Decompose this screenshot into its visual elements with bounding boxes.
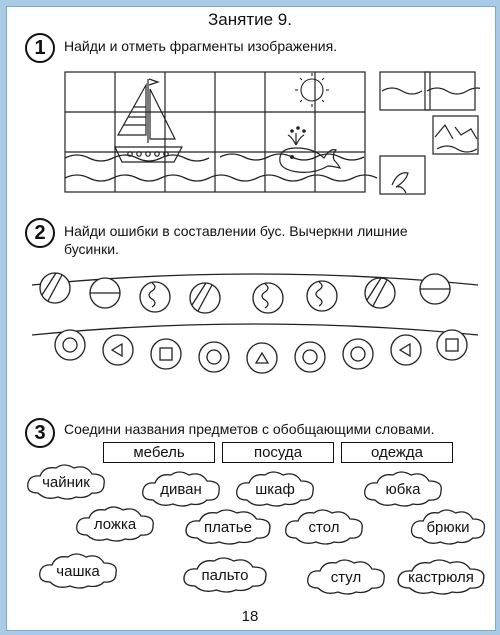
word-cloud — [182, 508, 274, 546]
word-label: пальто — [201, 566, 249, 584]
task-2-text-line2: бусинки. — [64, 241, 119, 257]
word-cloud — [36, 552, 120, 590]
word-cloud — [180, 556, 270, 594]
word-label: стул — [330, 568, 362, 586]
page-title: Занятие 9. — [208, 10, 292, 29]
task-1-text: Найди и отметь фрагменты изображения. — [64, 38, 338, 54]
task-3-number: 3 — [25, 418, 55, 448]
word-label: платье — [204, 518, 252, 536]
task-2-text-line1: Найди ошибки в составлении бус. Вычеркни лишние — [64, 223, 408, 239]
word-label: шкаф — [255, 480, 295, 498]
task-2-beads — [30, 265, 480, 395]
word-label: ложка — [93, 515, 137, 533]
word-cloud — [282, 508, 366, 546]
bead-row-1 — [40, 273, 450, 313]
task-3-text: Соедини названия предметов с обобщающими словами. — [64, 421, 435, 437]
word-cloud — [72, 505, 158, 543]
category-box-clothes: одежда — [341, 442, 453, 463]
task-2-number: 2 — [25, 218, 55, 248]
page-number: 18 — [241, 608, 259, 625]
word-cloud — [232, 470, 318, 508]
word-cloud — [408, 508, 488, 546]
word-cloud — [138, 470, 224, 508]
word-label: брюки — [426, 518, 470, 536]
category-box-dishes: посуда — [222, 442, 334, 463]
word-cloud — [304, 558, 388, 596]
word-label: чашка — [56, 562, 100, 580]
word-cloud — [360, 470, 446, 508]
bead-row-2 — [55, 330, 467, 373]
word-cloud — [394, 558, 488, 596]
word-cloud — [24, 463, 108, 501]
word-label: чайник — [42, 473, 90, 491]
task-1-picture — [60, 65, 480, 200]
word-label: юбка — [385, 480, 421, 498]
category-box-furniture: мебель — [103, 442, 215, 463]
word-label: диван — [160, 480, 202, 498]
word-label: кастрюля — [408, 568, 474, 586]
word-label: стол — [308, 518, 340, 536]
task-1-number: 1 — [25, 33, 55, 63]
